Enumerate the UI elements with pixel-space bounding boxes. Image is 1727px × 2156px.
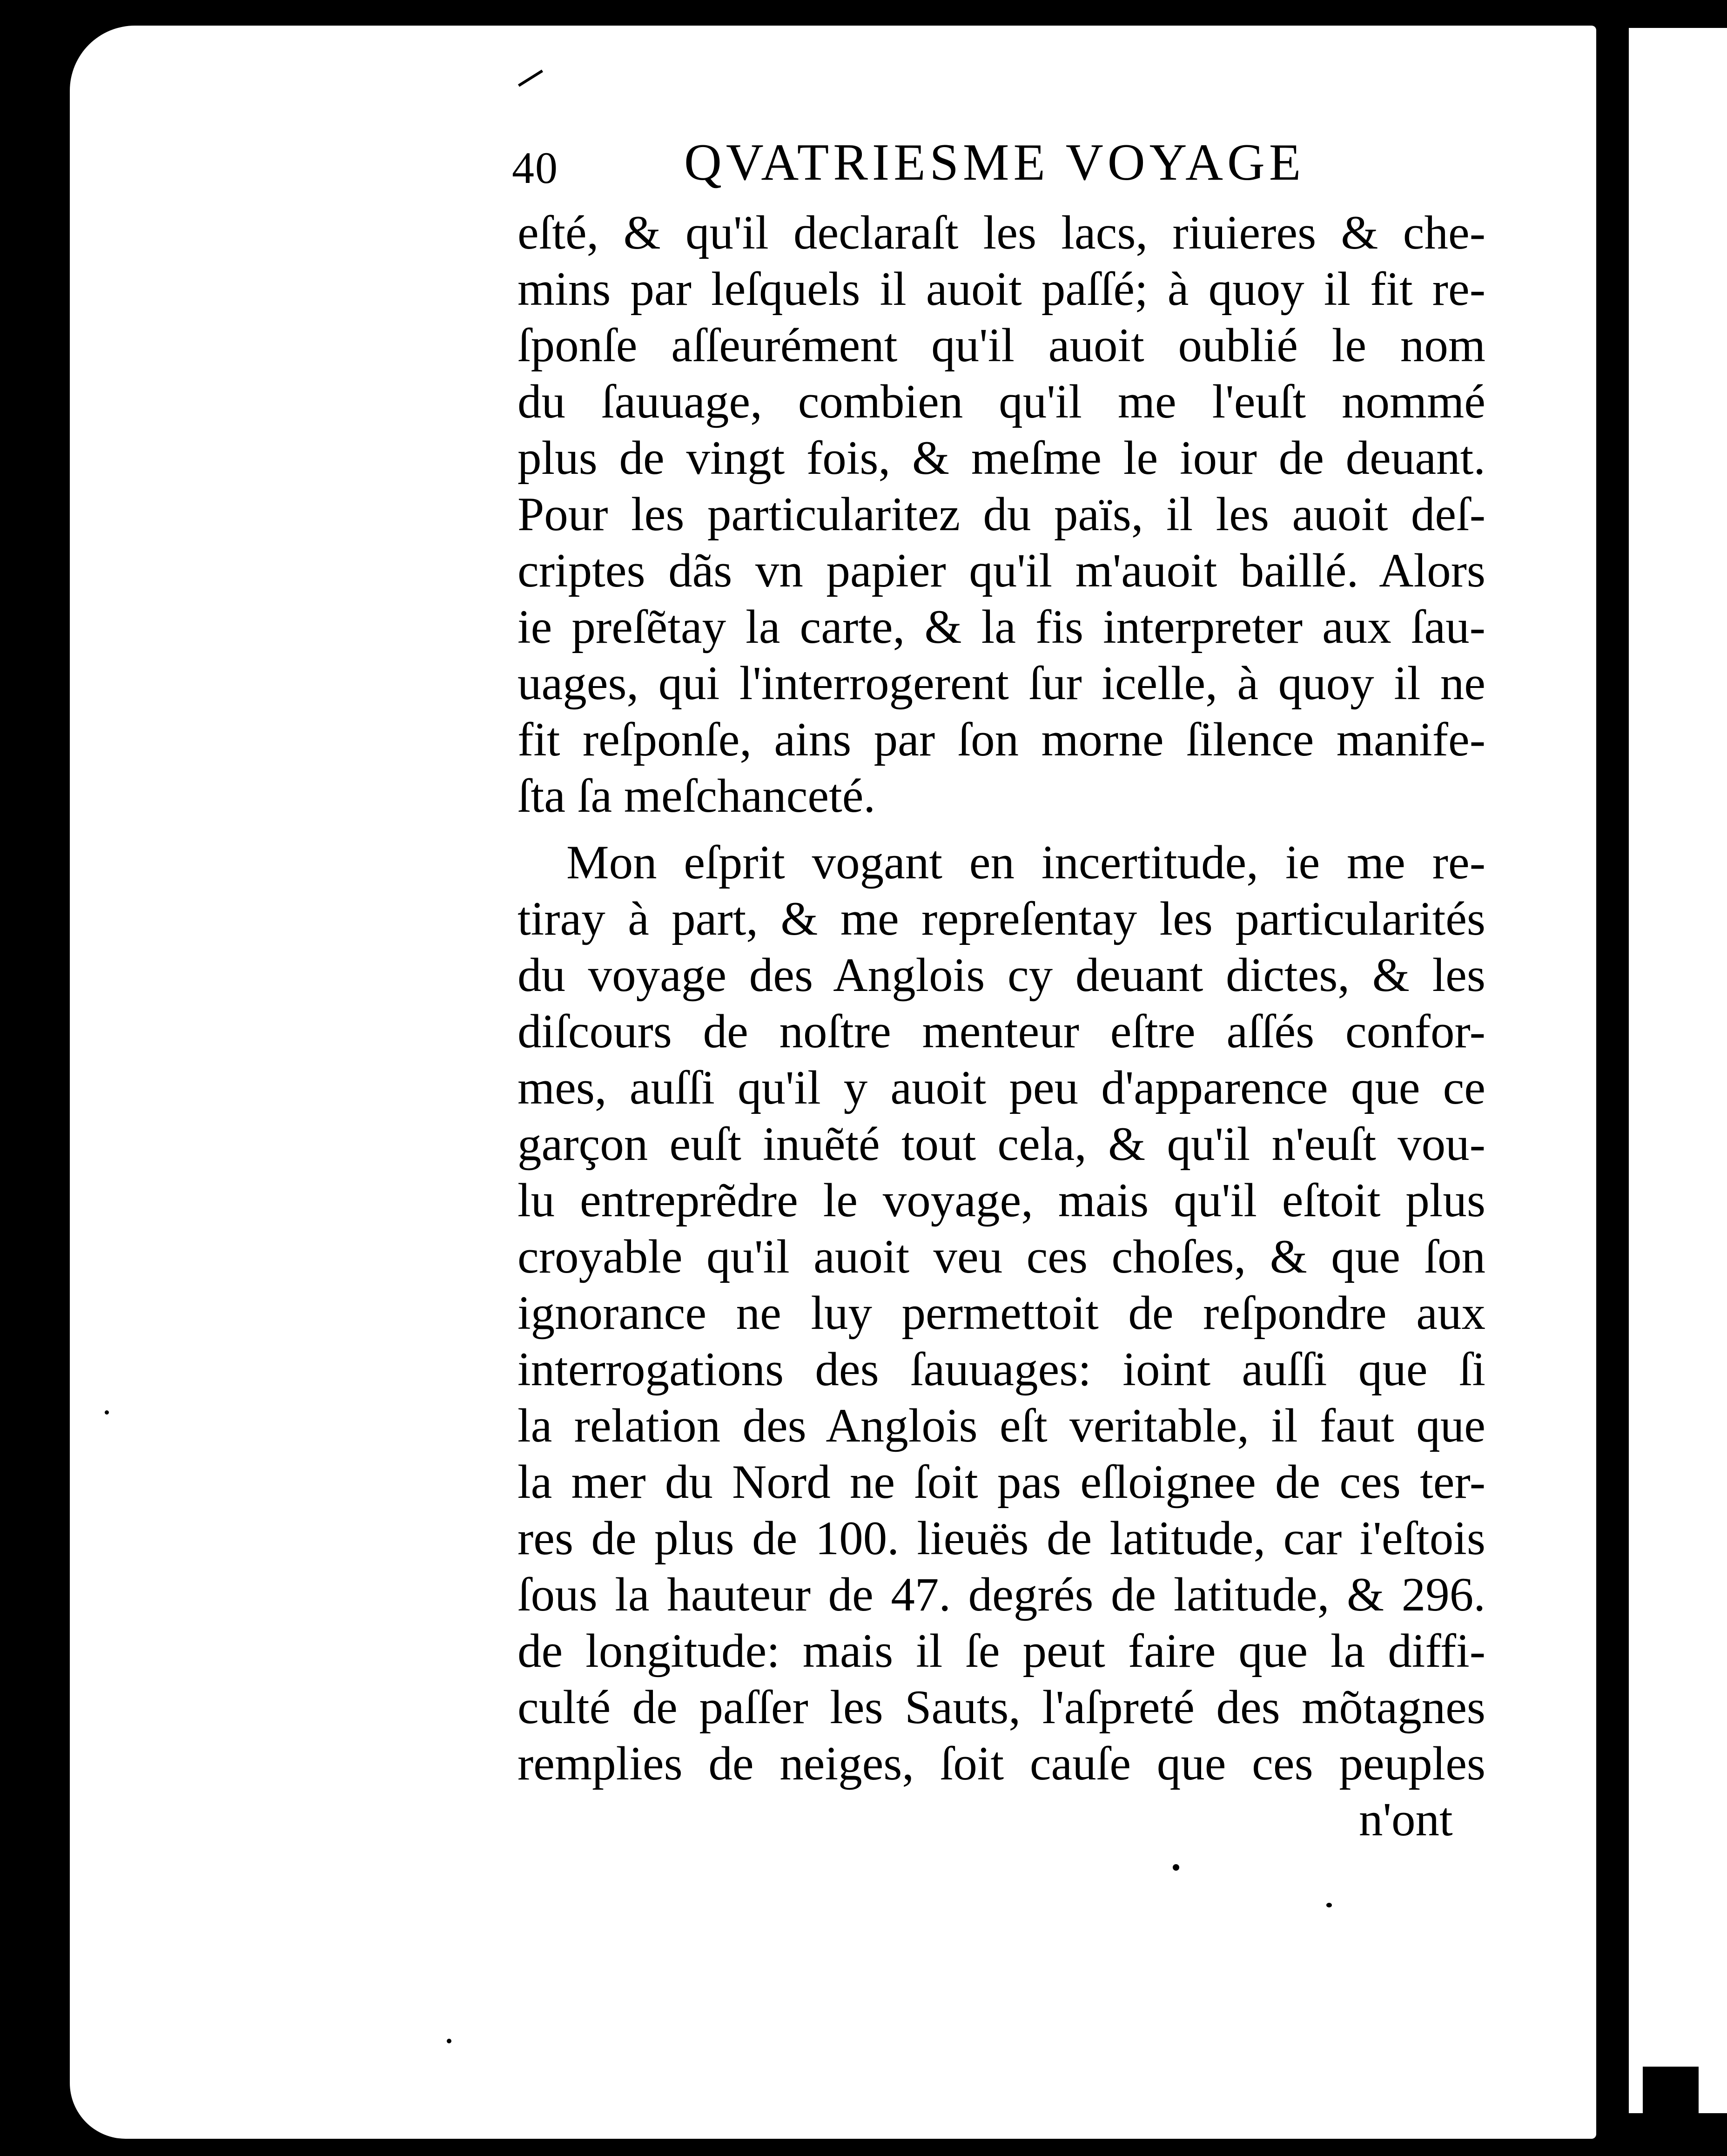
text-line: la relation des Anglois eſt veritable, il faut que — [517, 1399, 1485, 1452]
catchword: n'ont — [1359, 1793, 1453, 1846]
text-line: de longitude: mais il ſe peut faire que la diffi- — [517, 1624, 1485, 1678]
text-line: ſous la hauteur de 47. degrés de latitude, & 296. — [517, 1568, 1485, 1621]
text-line: ſta ſa meſchanceté. — [517, 769, 876, 822]
text-line: la mer du Nord ne ſoit pas eſloignee de ces ter- — [517, 1455, 1485, 1509]
text-line: ignorance ne luy permettoit de reſpondre aux — [517, 1287, 1485, 1340]
text-line: ſponſe aſſeurément qu'il auoit oublié le nom — [517, 319, 1485, 372]
running-head: QVATRIESME VOYAGE — [684, 134, 1305, 191]
text-line: fit reſponſe, ains par ſon morne ſilence manife- — [517, 713, 1485, 766]
text-line: plus de vingt fois, & meſme le iour de deuant. — [517, 431, 1485, 485]
text-line: croyable qu'il auoit veu ces choſes, & que ſon — [517, 1230, 1485, 1283]
ink-mark — [518, 70, 543, 87]
text-line: mes, auſſi qu'il y auoit peu d'apparence que ce — [517, 1061, 1485, 1114]
text-line: remplies de neiges, ſoit cauſe que ces peuples — [517, 1737, 1485, 1790]
text-line: res de plus de 100. lieuës de latitude, car i'eſtois — [517, 1512, 1485, 1565]
ink-speck — [1173, 1864, 1179, 1871]
text-line: diſcours de noſtre menteur eſtre aſſés confor- — [517, 1005, 1485, 1058]
body-text — [517, 205, 1485, 1792]
ink-speck — [1326, 1903, 1332, 1907]
text-line: eſté, & qu'il declaraſt les lacs, riuieres & che- — [517, 206, 1485, 259]
text-line: du voyage des Anglois cy deuant dictes, & les — [517, 949, 1485, 1002]
ink-speck — [105, 1410, 109, 1415]
page-number: 40 — [512, 143, 558, 193]
text-line: interrogations des ſauuages: ioint auſſi que ſi — [517, 1343, 1485, 1396]
text-line: ie preſẽtay la carte, & la fis interpreter aux ſau- — [517, 600, 1485, 654]
text-line: Pour les particularitez du païs, il les auoit deſ- — [517, 488, 1485, 541]
text-line: uages, qui l'interrogerent ſur icelle, à quoy il ne — [517, 657, 1485, 710]
binding-shadow — [1643, 2067, 1699, 2156]
text-line: mins par leſquels il auoit paſſé; à quoy il fit re- — [517, 263, 1485, 316]
adjacent-page-edge — [1629, 28, 1727, 2113]
ink-speck — [447, 2039, 451, 2043]
text-line: Mon eſprit vogant en incertitude, ie me re- — [566, 836, 1485, 889]
text-line: du ſauuage, combien qu'il me l'euſt nommé — [517, 375, 1485, 428]
text-line: tiray à part, & me repreſentay les particularités — [517, 892, 1485, 945]
text-line: garçon euſt inuẽté tout cela, & qu'il n'euſt vou- — [517, 1118, 1485, 1171]
text-line: lu entreprẽdre le voyage, mais qu'il eſtoit plus — [517, 1174, 1485, 1227]
text-line: criptes dãs vn papier qu'il m'auoit baillé. Alors — [517, 544, 1485, 597]
text-line: culté de paſſer les Sauts, l'aſpreté des mõtagnes — [517, 1681, 1485, 1734]
